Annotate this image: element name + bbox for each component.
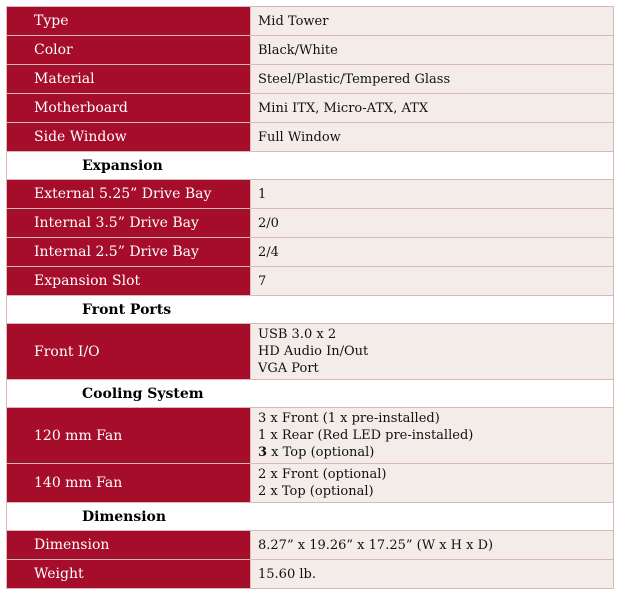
row-label: Expansion Slot — [7, 267, 251, 296]
row-label: Motherboard — [7, 94, 251, 123]
table-row — [7, 180, 614, 209]
row-value: 8.27” x 19.26” x 17.25” (W x H x D) — [251, 531, 614, 560]
section-heading-dimension: Dimension — [7, 503, 614, 531]
row-label: Material — [7, 65, 251, 94]
row-label: Type — [7, 7, 251, 36]
value-line: 2 x Top (optional) — [258, 484, 374, 499]
row-value: 1 — [251, 180, 614, 209]
spec-table — [6, 6, 614, 589]
section-row — [7, 152, 614, 180]
row-label: Side Window — [7, 123, 251, 152]
table-row — [7, 267, 614, 296]
row-label: Front I/O — [7, 324, 251, 380]
value-line: HD Audio In/Out — [258, 344, 369, 359]
bold-count: 3 — [258, 445, 268, 460]
table-row — [7, 560, 614, 589]
section-heading-front-ports: Front Ports — [7, 296, 614, 324]
row-label: 120 mm Fan — [7, 408, 251, 464]
table-row — [7, 7, 614, 36]
value-line-rest: x Top (optional) — [267, 445, 375, 460]
section-row — [7, 296, 614, 324]
section-heading-cooling-system: Cooling System — [7, 380, 614, 408]
row-value: Full Window — [251, 123, 614, 152]
section-row — [7, 503, 614, 531]
value-line: USB 3.0 x 2 — [258, 327, 337, 342]
table-row — [7, 94, 614, 123]
table-row — [7, 65, 614, 94]
row-value — [251, 324, 614, 380]
row-label: Internal 3.5” Drive Bay — [7, 209, 251, 238]
section-heading-expansion: Expansion — [7, 152, 614, 180]
table-row — [7, 36, 614, 65]
row-value: 15.60 lb. — [251, 560, 614, 589]
table-row — [7, 324, 614, 380]
table-row — [7, 408, 614, 464]
table-row — [7, 123, 614, 152]
table-row — [7, 531, 614, 560]
value-line: VGA Port — [258, 361, 319, 376]
row-label: Color — [7, 36, 251, 65]
table-row — [7, 209, 614, 238]
value-line — [258, 444, 613, 461]
section-row — [7, 380, 614, 408]
row-value: 7 — [251, 267, 614, 296]
row-label: Dimension — [7, 531, 251, 560]
row-value: 2/0 — [251, 209, 614, 238]
row-value: Mid Tower — [251, 7, 614, 36]
row-label: 140 mm Fan — [7, 464, 251, 503]
table-row — [7, 238, 614, 267]
value-line: 3 x Front (1 x pre-installed) — [258, 411, 440, 426]
table-row — [7, 464, 614, 503]
row-value: Mini ITX, Micro-ATX, ATX — [251, 94, 614, 123]
value-line: 2 x Front (optional) — [258, 467, 387, 482]
row-value: Steel/Plastic/Tempered Glass — [251, 65, 614, 94]
value-line: 1 x Rear (Red LED pre-installed) — [258, 428, 474, 443]
row-label: External 5.25” Drive Bay — [7, 180, 251, 209]
row-value — [251, 408, 614, 464]
row-label: Weight — [7, 560, 251, 589]
row-value — [251, 464, 614, 503]
row-label: Internal 2.5” Drive Bay — [7, 238, 251, 267]
row-value: 2/4 — [251, 238, 614, 267]
row-value: Black/White — [251, 36, 614, 65]
